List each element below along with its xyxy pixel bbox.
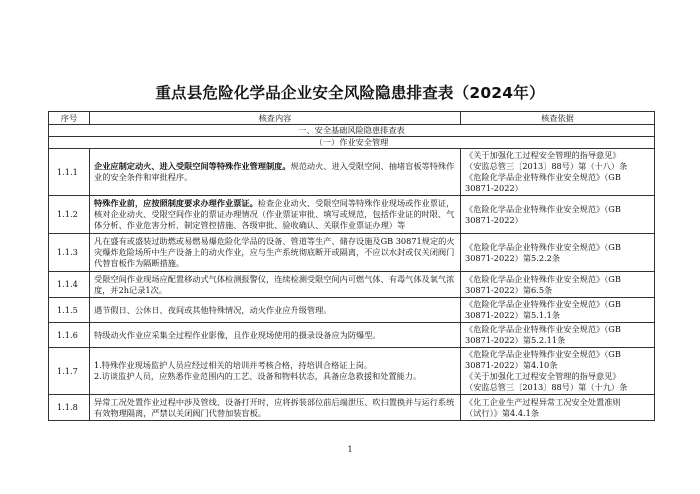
content-text: 异常工况处置作业过程中涉及管线、设备打开时，应将拆装部位前后端泄压、吹扫置换并与运行系统有效物理隔离，严禁以关闭阀门代替加装盲板。: [94, 396, 455, 418]
row-seq: 1.1.8: [49, 395, 90, 421]
table-row: [49, 395, 655, 421]
section-row: [49, 125, 655, 137]
row-basis: [461, 298, 655, 323]
basis-line: 《关于加强化工过程安全管理的指导意见》: [465, 150, 621, 160]
basis-line: （试行）》第4.4.1条: [465, 407, 540, 418]
row-seq: 1.1.1: [49, 149, 90, 196]
basis-line: 《关于加强化工过程安全管理的指导意见》: [465, 371, 621, 381]
basis-line: 《危险化学品企业特殊作业安全规范》（GB: [465, 349, 621, 359]
row-basis: [461, 395, 655, 421]
row-basis: [461, 323, 655, 348]
table-row: [49, 149, 655, 196]
row-content: [90, 323, 461, 348]
table-row: [49, 323, 655, 348]
header-seq: 序号: [49, 112, 90, 125]
table-row: [49, 196, 655, 234]
row-seq: 1.1.7: [49, 348, 90, 395]
row-seq: 1.1.5: [49, 298, 90, 323]
row-content: [90, 298, 461, 323]
table-row: [49, 348, 655, 395]
content-text: 受限空间作业现场应配置移动式气体检测报警仪，连续检测受限空间内可燃气体、有毒气体及氧气浓度，并2h记录1次。: [94, 273, 455, 295]
row-seq: 1.1.6: [49, 323, 90, 348]
row-content: [90, 348, 461, 395]
content-emphasis: 特殊作业前，应按照制度要求办理作业票证。: [94, 198, 258, 208]
content-line: 1.特殊作业现场监护人员应经过相关的培训并考核合格，持培训合格证上岗。: [94, 360, 373, 370]
subsection-title: （一）作业安全管理: [49, 137, 655, 149]
table-row: [49, 234, 655, 272]
subsection-row: [49, 137, 655, 149]
header-basis: 核查依据: [461, 112, 655, 125]
content-text: 特级动火作业应采集全过程作业影像，且作业现场使用的摄录设备应为防爆型。: [94, 329, 381, 340]
basis-line: 30871-2022）第6.5条: [465, 284, 553, 295]
basis-line: 《危险化学品企业特殊作业安全规范》（GB: [465, 172, 621, 182]
basis-line: （安监总管三〔2013〕88号）第（十九）条: [465, 382, 628, 392]
basis-line: 30871-2022）第5.2.11条: [465, 335, 566, 345]
row-content: [90, 272, 461, 298]
basis-line: 30871-2022）第4.10条: [465, 360, 558, 370]
inspection-table: [48, 111, 655, 421]
row-content: [90, 196, 461, 234]
basis-line: 《危险化学品企业特殊作业安全规范》（GB: [465, 203, 621, 214]
row-content: [90, 149, 461, 196]
row-seq: 1.1.3: [49, 234, 90, 272]
basis-line: 《危险化学品企业特殊作业安全规范》（GB: [465, 324, 621, 334]
content-text: 规范动火、进入受限空间、抽堵盲板等特殊作业的安全条件和审批程序。: [94, 161, 455, 182]
section-title: 一、安全基础风险隐患排查表: [49, 125, 655, 137]
basis-line: 《危险化学品企业特殊作业安全规范》（GB: [465, 273, 621, 284]
table-header-row: [49, 112, 655, 125]
basis-line: 30871-2022）: [465, 183, 523, 193]
row-basis: [461, 234, 655, 272]
header-content: 核查内容: [90, 112, 461, 125]
page-title: 重点县危险化学品企业安全风险隐患排查表（2024年）: [155, 84, 545, 102]
row-content: [90, 395, 461, 421]
row-basis: [461, 196, 655, 234]
table-row: [49, 272, 655, 298]
row-content: [90, 234, 461, 272]
basis-line: 30871-2022）: [465, 214, 523, 225]
row-seq: 1.1.2: [49, 196, 90, 234]
basis-line: 30871-2022）第5.1.1条: [465, 310, 561, 320]
table-row: [49, 298, 655, 323]
basis-line: 《危险化学品企业特殊作业安全规范》（GB: [465, 299, 621, 309]
content-text: 遇节假日、公休日、夜间或其他特殊情况，动火作业应升级管理。: [94, 304, 332, 315]
row-basis: [461, 348, 655, 395]
content-text: 检查企业动火、受限空间等特殊作业现场或作业票证，核对企业动火、受限空间作业的票证办理情况（作业票证审批、填写或规范，包括作业证的时限、气体分析、作业危害分析、制定管控措施、各级审批、验收确认、关联作业票证办理）等: [94, 198, 455, 230]
basis-line: 《化工企业生产过程异常工况安全处置准则: [465, 396, 621, 407]
content-emphasis: 企业应制定动火、进入受限空间等特殊作业管理制度。: [94, 161, 291, 171]
content-text: 凡在盛有或盛装过助燃或易燃易爆危险化学品的设备、管道等生产、储存设施及GB 30871规定的火灾爆炸危险场所中生产设备上的动火作业，应与生产系统彻底断开或隔离，不应以水封或仅关闭阀门代替盲板作为隔断措施。: [94, 236, 455, 268]
basis-line: 《危险化学品企业特殊作业安全规范》（GB: [465, 241, 621, 252]
basis-line: （安监总管三〔2013〕88号）第（十八）条: [465, 161, 628, 171]
content-line: 2.访谈监护人员，应熟悉作业范围内的工艺、设备和物料状态，具备应急救援和处置能力。: [94, 371, 422, 381]
row-basis: [461, 149, 655, 196]
page-number: 1: [347, 445, 353, 454]
basis-line: 30871-2022）第5.2.2条: [465, 252, 561, 263]
row-basis: [461, 272, 655, 298]
row-seq: 1.1.4: [49, 272, 90, 298]
